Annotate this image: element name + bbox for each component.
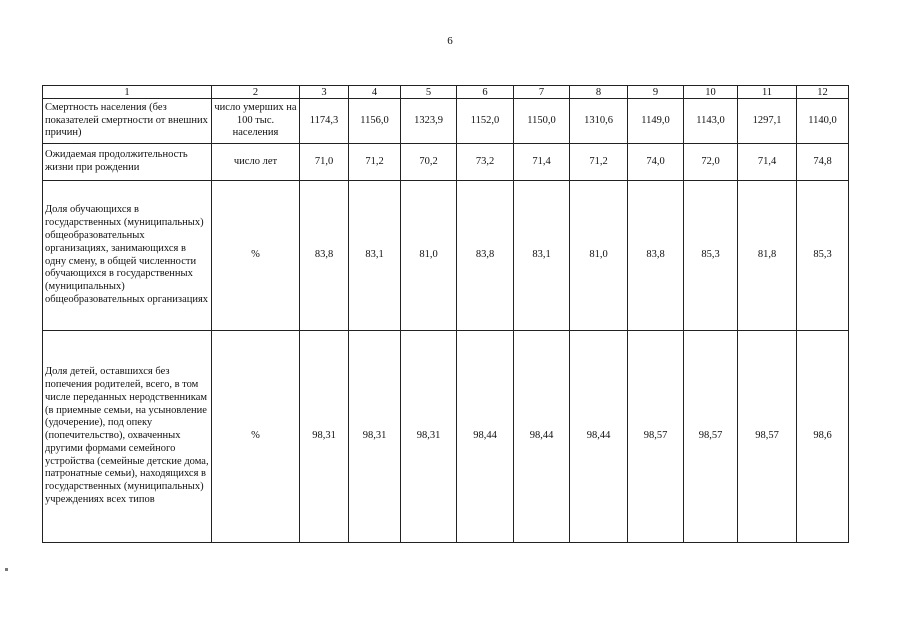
- value-cell: 98,44: [457, 331, 514, 543]
- value-cell: 98,44: [514, 331, 570, 543]
- value-cell: 98,31: [349, 331, 401, 543]
- table-row-single-shift-students: [43, 181, 849, 331]
- value-cell: 1156,0: [349, 99, 401, 144]
- value-cell: 70,2: [401, 144, 457, 181]
- column-header: 9: [628, 86, 684, 99]
- value-cell: 81,8: [738, 181, 797, 331]
- page-number: 6: [447, 35, 453, 47]
- column-header: 1: [43, 86, 212, 99]
- indicator-cell: Доля обучающихся в государственных (муниципальных) общеобразовательных организациях, занимающихся в одну смену, в общей численности обучающихся в государственных (муниципальных) общеобразовательных организациях: [43, 181, 212, 331]
- column-header: 7: [514, 86, 570, 99]
- column-header: 6: [457, 86, 514, 99]
- value-cell: 1323,9: [401, 99, 457, 144]
- value-cell: 1149,0: [628, 99, 684, 144]
- column-header: 4: [349, 86, 401, 99]
- table-row-orphan-placement: [43, 331, 849, 543]
- value-cell: 1310,6: [570, 99, 628, 144]
- value-cell: 1140,0: [797, 99, 849, 144]
- indicator-cell: Ожидаемая продолжительность жизни при рождении: [43, 144, 212, 181]
- column-header: 2: [212, 86, 300, 99]
- value-cell: 71,2: [349, 144, 401, 181]
- indicator-cell: Смертность населения (без показателей смертности от внешних причин): [43, 99, 212, 144]
- value-cell: 98,31: [300, 331, 349, 543]
- value-cell: 72,0: [684, 144, 738, 181]
- value-cell: 1174,3: [300, 99, 349, 144]
- value-cell: 98,44: [570, 331, 628, 543]
- indicators-table: [42, 85, 849, 543]
- value-cell: 83,8: [457, 181, 514, 331]
- value-cell: 71,4: [738, 144, 797, 181]
- unit-cell: %: [212, 181, 300, 331]
- unit-cell: число умерших на 100 тыс. населения: [212, 99, 300, 144]
- column-header: 8: [570, 86, 628, 99]
- value-cell: 98,6: [797, 331, 849, 543]
- value-cell: 83,1: [349, 181, 401, 331]
- value-cell: 73,2: [457, 144, 514, 181]
- value-cell: 98,31: [401, 331, 457, 543]
- value-cell: 98,57: [684, 331, 738, 543]
- table-header-row: [43, 86, 849, 99]
- value-cell: 85,3: [797, 181, 849, 331]
- column-header: 12: [797, 86, 849, 99]
- column-header: 10: [684, 86, 738, 99]
- value-cell: 81,0: [570, 181, 628, 331]
- value-cell: 98,57: [738, 331, 797, 543]
- unit-cell: число лет: [212, 144, 300, 181]
- value-cell: 81,0: [401, 181, 457, 331]
- value-cell: 83,1: [514, 181, 570, 331]
- value-cell: 71,0: [300, 144, 349, 181]
- table-row-mortality: [43, 99, 849, 144]
- scan-mark: [5, 568, 8, 571]
- column-header: 11: [738, 86, 797, 99]
- value-cell: 1152,0: [457, 99, 514, 144]
- value-cell: 98,57: [628, 331, 684, 543]
- value-cell: 83,8: [300, 181, 349, 331]
- value-cell: 1143,0: [684, 99, 738, 144]
- value-cell: 85,3: [684, 181, 738, 331]
- value-cell: 83,8: [628, 181, 684, 331]
- indicator-cell: Доля детей, оставшихся без попечения родителей, всего, в том числе переданных неродственникам (в приемные семьи, на усыновление (удочерение), под опеку (попечительство), охваченных другими формами семейного устройства (семейные детские дома, патронатные семьи), находящихся в государственных (муниципальных) учреждениях всех типов: [43, 331, 212, 543]
- value-cell: 1150,0: [514, 99, 570, 144]
- table-row-life-expectancy: [43, 144, 849, 181]
- column-header: 3: [300, 86, 349, 99]
- value-cell: 71,4: [514, 144, 570, 181]
- value-cell: 74,0: [628, 144, 684, 181]
- column-header: 5: [401, 86, 457, 99]
- value-cell: 1297,1: [738, 99, 797, 144]
- value-cell: 71,2: [570, 144, 628, 181]
- value-cell: 74,8: [797, 144, 849, 181]
- unit-cell: %: [212, 331, 300, 543]
